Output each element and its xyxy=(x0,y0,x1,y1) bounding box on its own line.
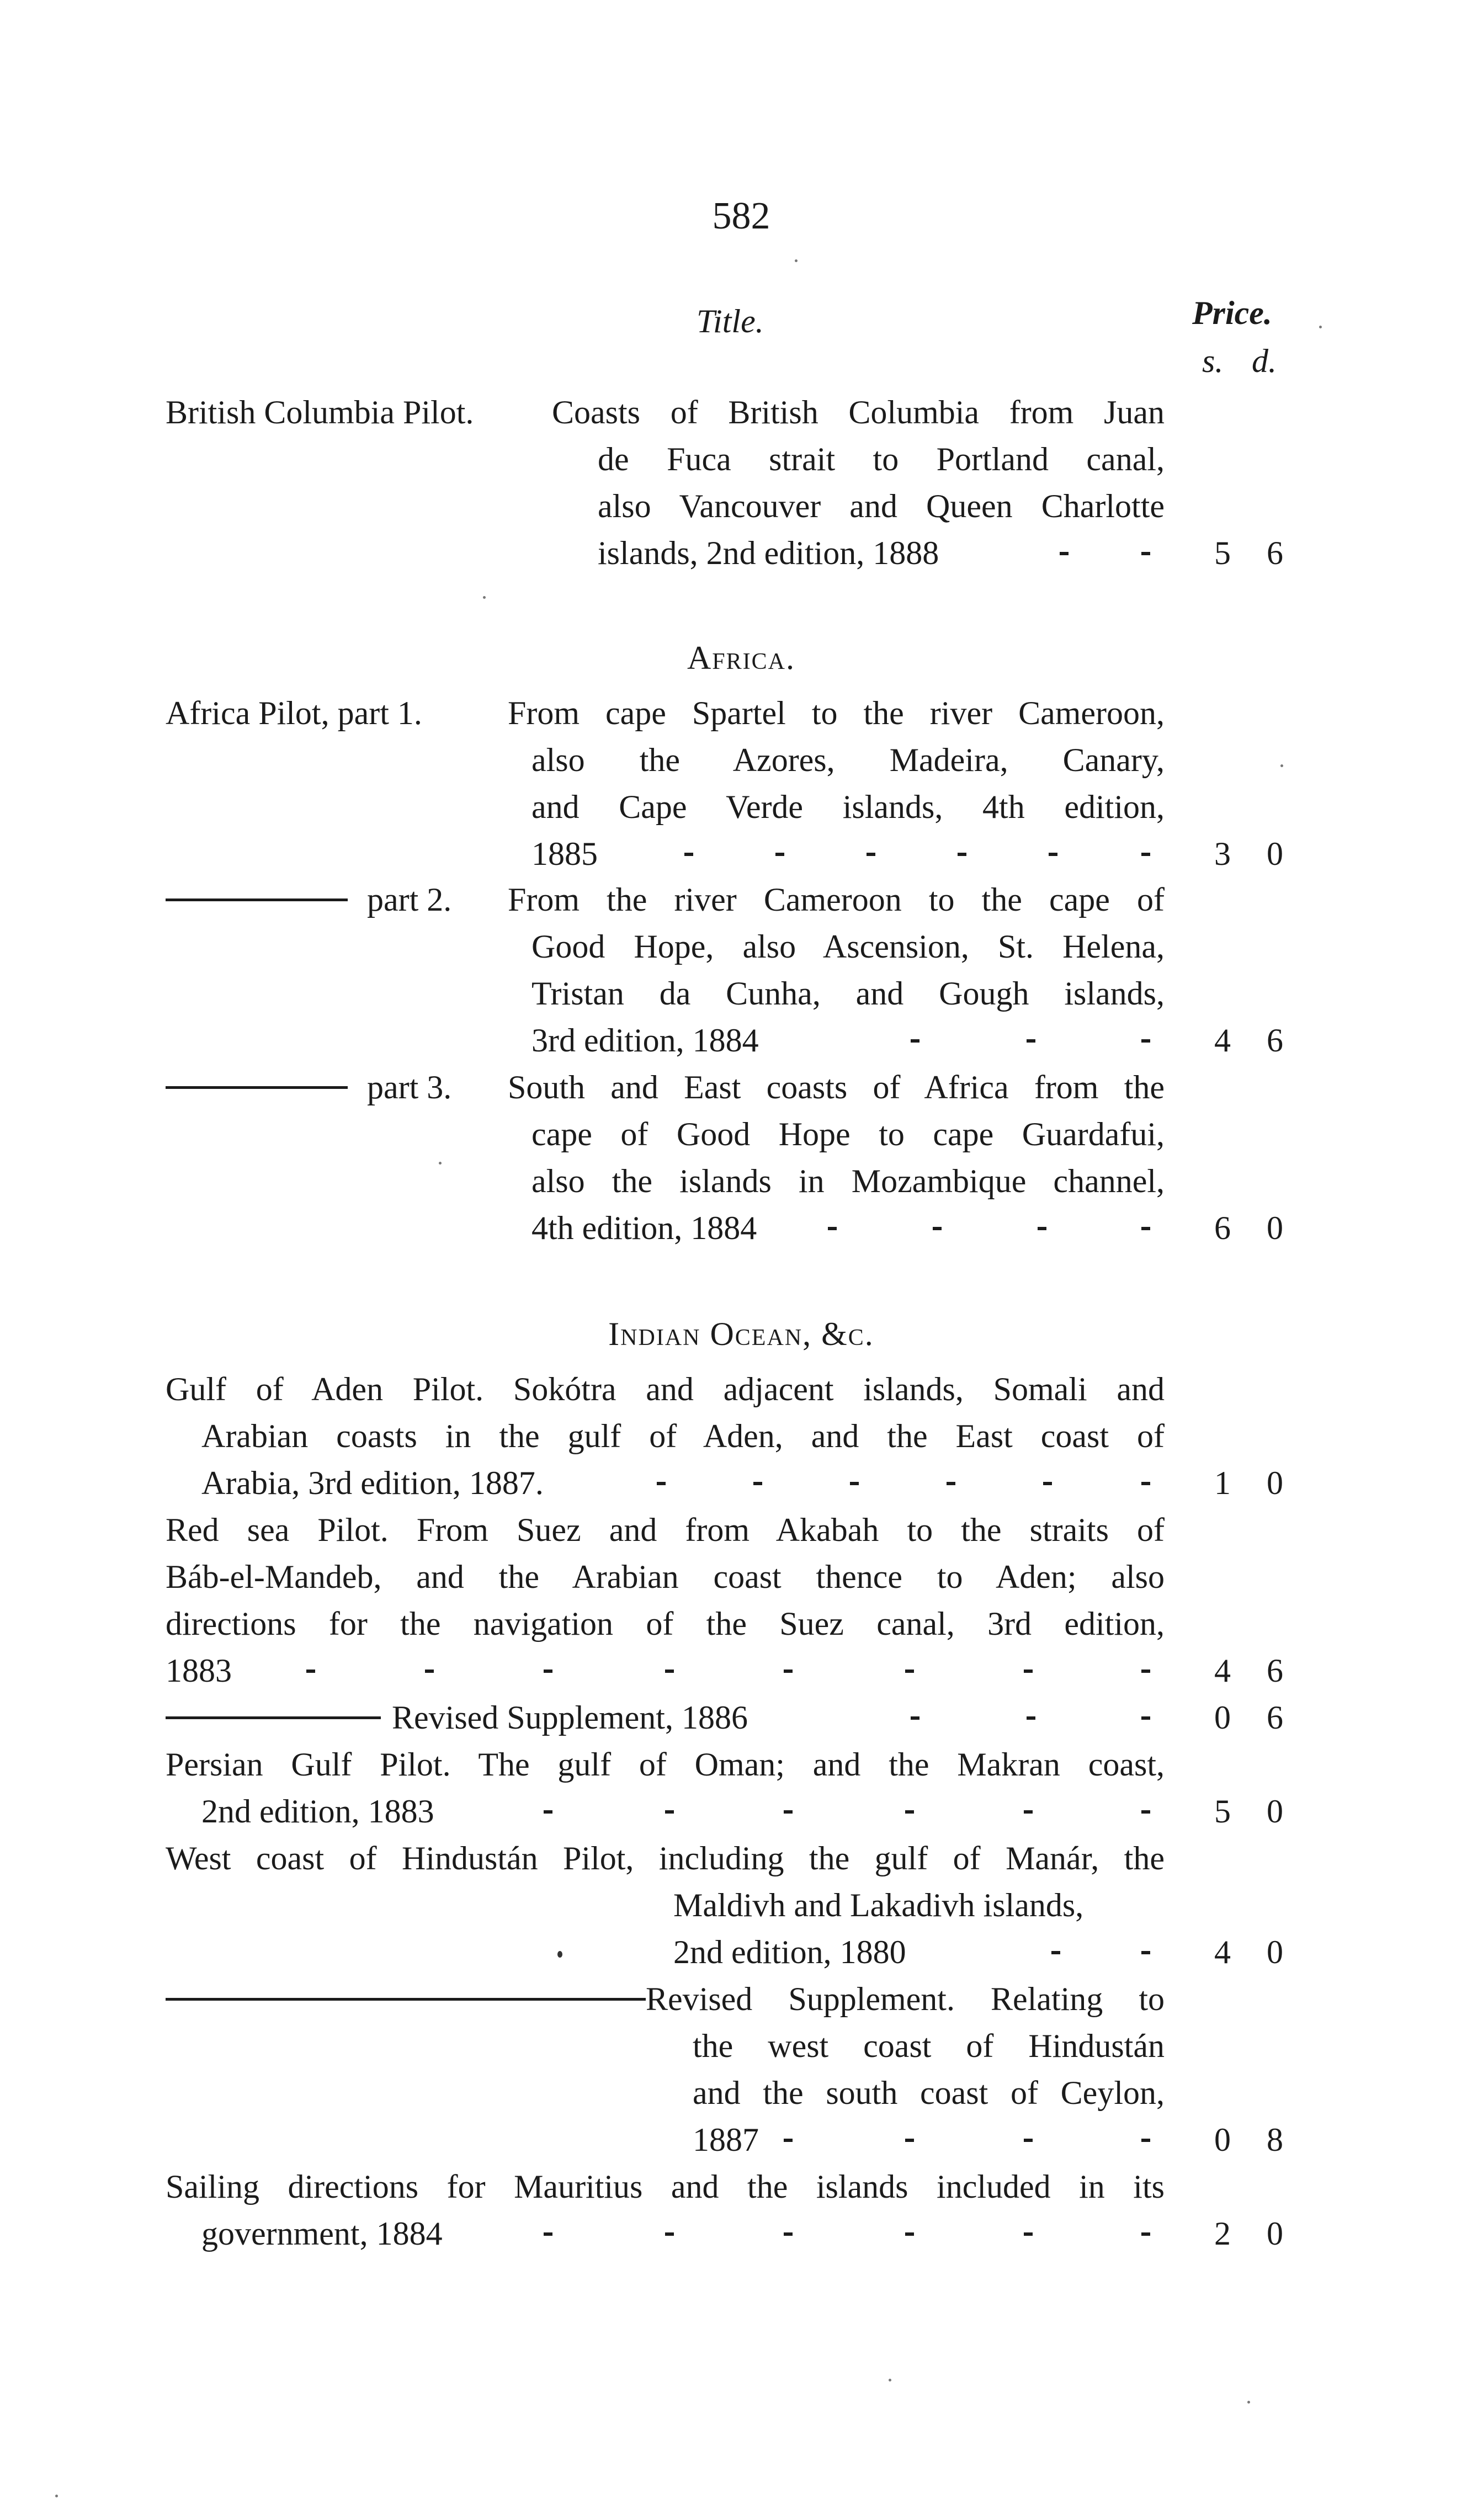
entry-line: de Fuca strait to Portland canal, xyxy=(598,441,1165,477)
entry-name: Africa Pilot, part 1. xyxy=(166,695,422,731)
entry-line: also the islands in Mozambique channel, xyxy=(531,1163,1165,1199)
price-pence: 8 xyxy=(1267,2122,1283,2158)
entry-line: Good Hope, also Ascension, St. Helena, xyxy=(531,928,1165,965)
entry-line: South and East coasts of Africa from the xyxy=(508,1069,1165,1105)
entry-line: and Cape Verde islands, 4th edition, xyxy=(531,789,1165,825)
column-header-title: Title. xyxy=(697,303,764,339)
leader-dash xyxy=(784,1810,793,1814)
entry-line: Arabia, 3rd edition, 1887. xyxy=(201,1465,544,1501)
leader-dash xyxy=(665,2232,674,2236)
leader-dash xyxy=(1141,2232,1150,2236)
entry-line: Revised Supplement. Relating to xyxy=(646,1981,1165,2017)
leader-dash xyxy=(905,1670,914,1673)
leader-dash xyxy=(1024,2232,1033,2236)
page-number: 582 xyxy=(712,195,770,237)
entry-line: Tristan da Cunha, and Gough islands, xyxy=(531,975,1165,1012)
leader-dash xyxy=(1141,1716,1150,1720)
leader-dash xyxy=(775,853,784,856)
leader-dash xyxy=(1024,1670,1033,1673)
leader-dash xyxy=(1141,552,1150,555)
entry-line: directions for the navigation of the Suez canal, 3rd edition, xyxy=(166,1605,1165,1642)
leader-dash xyxy=(544,2232,552,2236)
entry-line: 2nd edition, 1883 xyxy=(201,1793,434,1830)
leader-dash xyxy=(1141,2139,1150,2142)
price-pence: 6 xyxy=(1267,1699,1283,1736)
price-pence: 0 xyxy=(1267,1465,1283,1501)
price-shillings: 1 xyxy=(1214,1465,1231,1501)
entry-name: part 3. xyxy=(367,1069,452,1105)
leader-dash xyxy=(867,853,875,856)
leader-dash xyxy=(1141,1227,1150,1230)
scan-speck xyxy=(1280,764,1283,767)
leader-dash xyxy=(947,1482,955,1485)
leader-dash xyxy=(1141,1039,1150,1043)
entry-line: and the south coast of Ceylon, xyxy=(693,2075,1165,2111)
price-pence: 6 xyxy=(1267,1652,1283,1689)
price-pence: 0 xyxy=(1267,1793,1283,1830)
column-header-pence: d. xyxy=(1252,343,1277,379)
leader-dash xyxy=(1141,853,1150,856)
leader-dash xyxy=(753,1482,762,1485)
column-header-shillings: s. xyxy=(1202,343,1224,379)
ditto-rule xyxy=(166,1716,381,1719)
entry-line: 3rd edition, 1884 xyxy=(531,1022,759,1059)
entry-line: Sailing directions for Mauritius and the islands included in its xyxy=(166,2168,1165,2205)
entry-line: From cape Spartel to the river Cameroon, xyxy=(508,695,1165,731)
section-heading-africa: Africa. xyxy=(687,640,796,676)
entry-line: 4th edition, 1884 xyxy=(531,1210,757,1246)
leader-dash xyxy=(850,1482,859,1485)
scan-speck xyxy=(557,1951,562,1958)
entry-line: West coast of Hindustán Pilot, including the gulf of Manár, the xyxy=(166,1840,1165,1876)
price-shillings: 0 xyxy=(1214,1699,1231,1736)
price-shillings: 4 xyxy=(1214,1652,1231,1689)
scan-speck xyxy=(483,596,486,599)
entry-line: Persian Gulf Pilot. The gulf of Oman; and the Makran coast, xyxy=(166,1746,1165,1783)
leader-dash xyxy=(1141,1482,1150,1485)
price-pence: 6 xyxy=(1267,535,1283,571)
leader-dash xyxy=(1024,2139,1033,2142)
price-shillings: 5 xyxy=(1214,535,1231,571)
entry-line: Red sea Pilot. From Suez and from Akabah to the straits of xyxy=(166,1512,1165,1548)
leader-dash xyxy=(684,853,693,856)
price-pence: 0 xyxy=(1267,1934,1283,1970)
leader-dash xyxy=(958,853,966,856)
section-heading-indian-ocean: Indian Ocean, &c. xyxy=(608,1316,874,1352)
entry-line: 1883 xyxy=(166,1652,232,1689)
leader-dash xyxy=(1141,1951,1150,1954)
leader-dash xyxy=(828,1227,837,1230)
scan-speck xyxy=(889,2379,891,2381)
leader-dash xyxy=(425,1670,434,1673)
leader-dash xyxy=(665,1810,674,1814)
price-shillings: 4 xyxy=(1214,1022,1231,1059)
entry-line: Arabian coasts in the gulf of Aden, and the East coast of xyxy=(201,1418,1165,1454)
ditto-rule xyxy=(166,1086,348,1089)
ditto-rule xyxy=(166,1998,646,2001)
scan-speck xyxy=(795,259,798,262)
leader-dash xyxy=(1049,853,1057,856)
entry-line: Revised Supplement, 1886 xyxy=(392,1699,748,1736)
entry-line: also the Azores, Madeira, Canary, xyxy=(531,742,1165,778)
price-shillings: 4 xyxy=(1214,1934,1231,1970)
entry-line: Coasts of British Columbia from Juan xyxy=(552,394,1165,430)
scan-speck xyxy=(1319,326,1322,328)
leader-dash xyxy=(657,1482,666,1485)
leader-dash xyxy=(306,1670,315,1673)
entry-line: 2nd edition, 1880 xyxy=(673,1934,906,1970)
leader-dash xyxy=(784,2139,793,2142)
leader-dash xyxy=(933,1227,942,1230)
entry-line: 1887 xyxy=(693,2122,759,2158)
leader-dash xyxy=(784,1670,793,1673)
entry-line: cape of Good Hope to cape Guardafui, xyxy=(531,1116,1165,1152)
price-pence: 0 xyxy=(1267,2215,1283,2252)
leader-dash xyxy=(1027,1716,1035,1720)
leader-dash xyxy=(544,1810,552,1814)
scan-speck xyxy=(55,2495,58,2497)
leader-dash xyxy=(1038,1227,1046,1230)
leader-dash xyxy=(905,1810,914,1814)
ditto-rule xyxy=(166,899,348,901)
leader-dash xyxy=(1043,1482,1052,1485)
scan-speck xyxy=(439,1162,442,1165)
price-shillings: 5 xyxy=(1214,1793,1231,1830)
price-shillings: 3 xyxy=(1214,836,1231,872)
price-pence: 0 xyxy=(1267,836,1283,872)
entry-line: From the river Cameroon to the cape of xyxy=(508,881,1165,918)
entry-line: Báb-el-Mandeb, and the Arabian coast thence to Aden; also xyxy=(166,1559,1165,1595)
entry-line: Maldivh and Lakadivh islands, xyxy=(673,1887,1084,1923)
price-shillings: 6 xyxy=(1214,1210,1231,1246)
leader-dash xyxy=(544,1670,552,1673)
price-shillings: 0 xyxy=(1214,2122,1231,2158)
leader-dash xyxy=(1060,552,1069,555)
leader-dash xyxy=(1027,1039,1035,1043)
leader-dash xyxy=(905,2139,914,2142)
entry-line: the west coast of Hindustán xyxy=(693,2028,1165,2064)
entry-name: part 2. xyxy=(367,881,452,918)
leader-dash xyxy=(665,1670,674,1673)
entry-line: Gulf of Aden Pilot. Sokótra and adjacent islands, Somali and xyxy=(166,1371,1165,1407)
leader-dash xyxy=(905,2232,914,2236)
leader-dash xyxy=(784,2232,793,2236)
leader-dash xyxy=(911,1039,919,1043)
column-header-price: Price. xyxy=(1192,295,1272,331)
entry-line: also Vancouver and Queen Charlotte xyxy=(598,488,1165,524)
price-pence: 0 xyxy=(1267,1210,1283,1246)
leader-dash xyxy=(1024,1810,1033,1814)
leader-dash xyxy=(1141,1670,1150,1673)
leader-dash xyxy=(1141,1810,1150,1814)
leader-dash xyxy=(1051,1951,1060,1954)
entry-name: British Columbia Pilot. xyxy=(166,394,474,430)
leader-dash xyxy=(911,1716,919,1720)
entry-line: islands, 2nd edition, 1888 xyxy=(598,535,939,571)
scan-speck xyxy=(1247,2401,1250,2404)
entry-line: government, 1884 xyxy=(201,2215,443,2252)
entry-line: 1885 xyxy=(531,836,598,872)
price-pence: 6 xyxy=(1267,1022,1283,1059)
price-shillings: 2 xyxy=(1214,2215,1231,2252)
